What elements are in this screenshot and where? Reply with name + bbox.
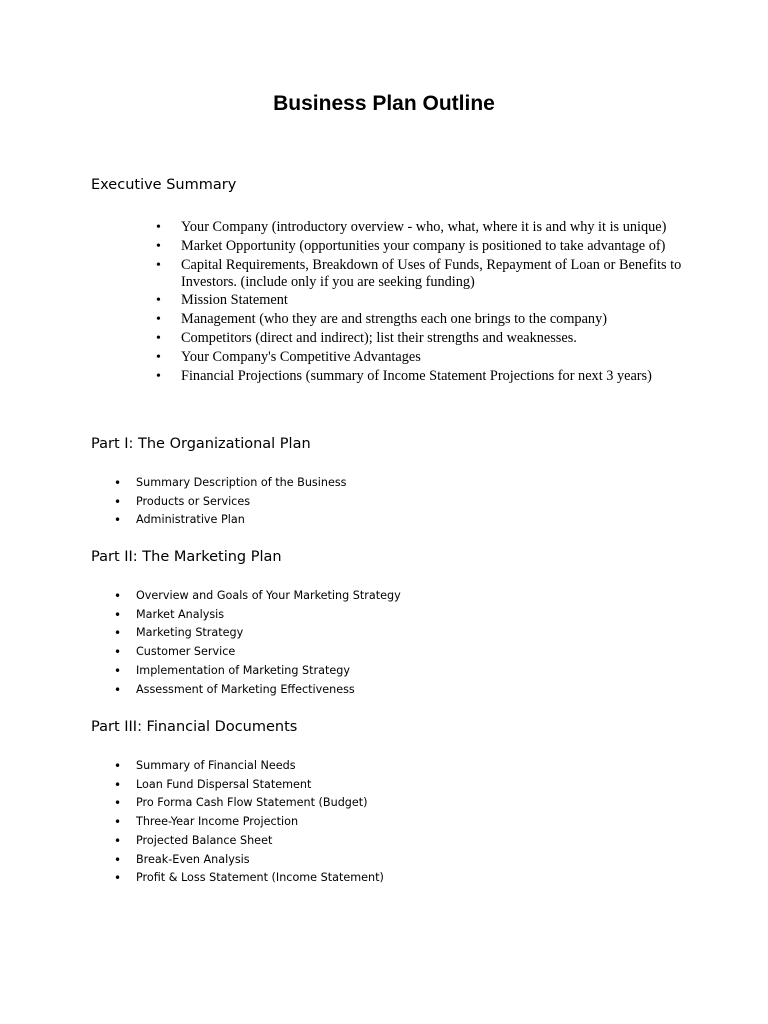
list-item: • Mission Statement xyxy=(155,292,695,309)
organizational-plan-list xyxy=(112,474,632,530)
section-heading-financial-documents: Part III: Financial Documents xyxy=(91,719,298,735)
list-item: • Three-Year Income Projection xyxy=(112,813,632,832)
document-title: Business Plan Outline xyxy=(273,92,495,115)
list-item: • Loan Fund Dispersal Statement xyxy=(112,776,632,795)
list-item: • Assessment of Marketing Effectiveness xyxy=(112,681,632,700)
list-item: • Administrative Plan xyxy=(112,511,632,530)
list-item: • Marketing Strategy xyxy=(112,624,632,643)
list-item: • Your Company's Competitive Advantages xyxy=(155,349,695,366)
executive-summary-list xyxy=(155,219,695,386)
list-item: • Break-Even Analysis xyxy=(112,851,632,870)
list-item: • Financial Projections (summary of Income Statement Projections for next 3 years) xyxy=(155,368,695,385)
list-item: • Capital Requirements, Breakdown of Uses of Funds, Repayment of Loan or Benefits to Investors. (include only if you are seeking funding) xyxy=(155,257,695,291)
section-heading-executive-summary: Executive Summary xyxy=(91,177,237,193)
list-item: • Implementation of Marketing Strategy xyxy=(112,662,632,681)
list-item: • Market Opportunity (opportunities your company is positioned to take advantage of) xyxy=(155,238,695,255)
list-item: • Overview and Goals of Your Marketing Strategy xyxy=(112,587,632,606)
section-heading-marketing-plan: Part II: The Marketing Plan xyxy=(91,549,282,565)
list-item: • Pro Forma Cash Flow Statement (Budget) xyxy=(112,794,632,813)
financial-documents-list xyxy=(112,757,632,888)
marketing-plan-list xyxy=(112,587,632,699)
list-item: • Profit & Loss Statement (Income Statement) xyxy=(112,869,632,888)
list-item: • Summary of Financial Needs xyxy=(112,757,632,776)
list-item: • Market Analysis xyxy=(112,606,632,625)
list-item: • Summary Description of the Business xyxy=(112,474,632,493)
list-item: • Projected Balance Sheet xyxy=(112,832,632,851)
list-item: • Customer Service xyxy=(112,643,632,662)
list-item: • Management (who they are and strengths each one brings to the company) xyxy=(155,311,695,328)
list-item: • Your Company (introductory overview - who, what, where it is and why it is unique) xyxy=(155,219,695,236)
list-item: • Competitors (direct and indirect); list their strengths and weaknesses. xyxy=(155,330,695,347)
section-heading-organizational-plan: Part I: The Organizational Plan xyxy=(91,436,311,452)
list-item: • Products or Services xyxy=(112,493,632,512)
